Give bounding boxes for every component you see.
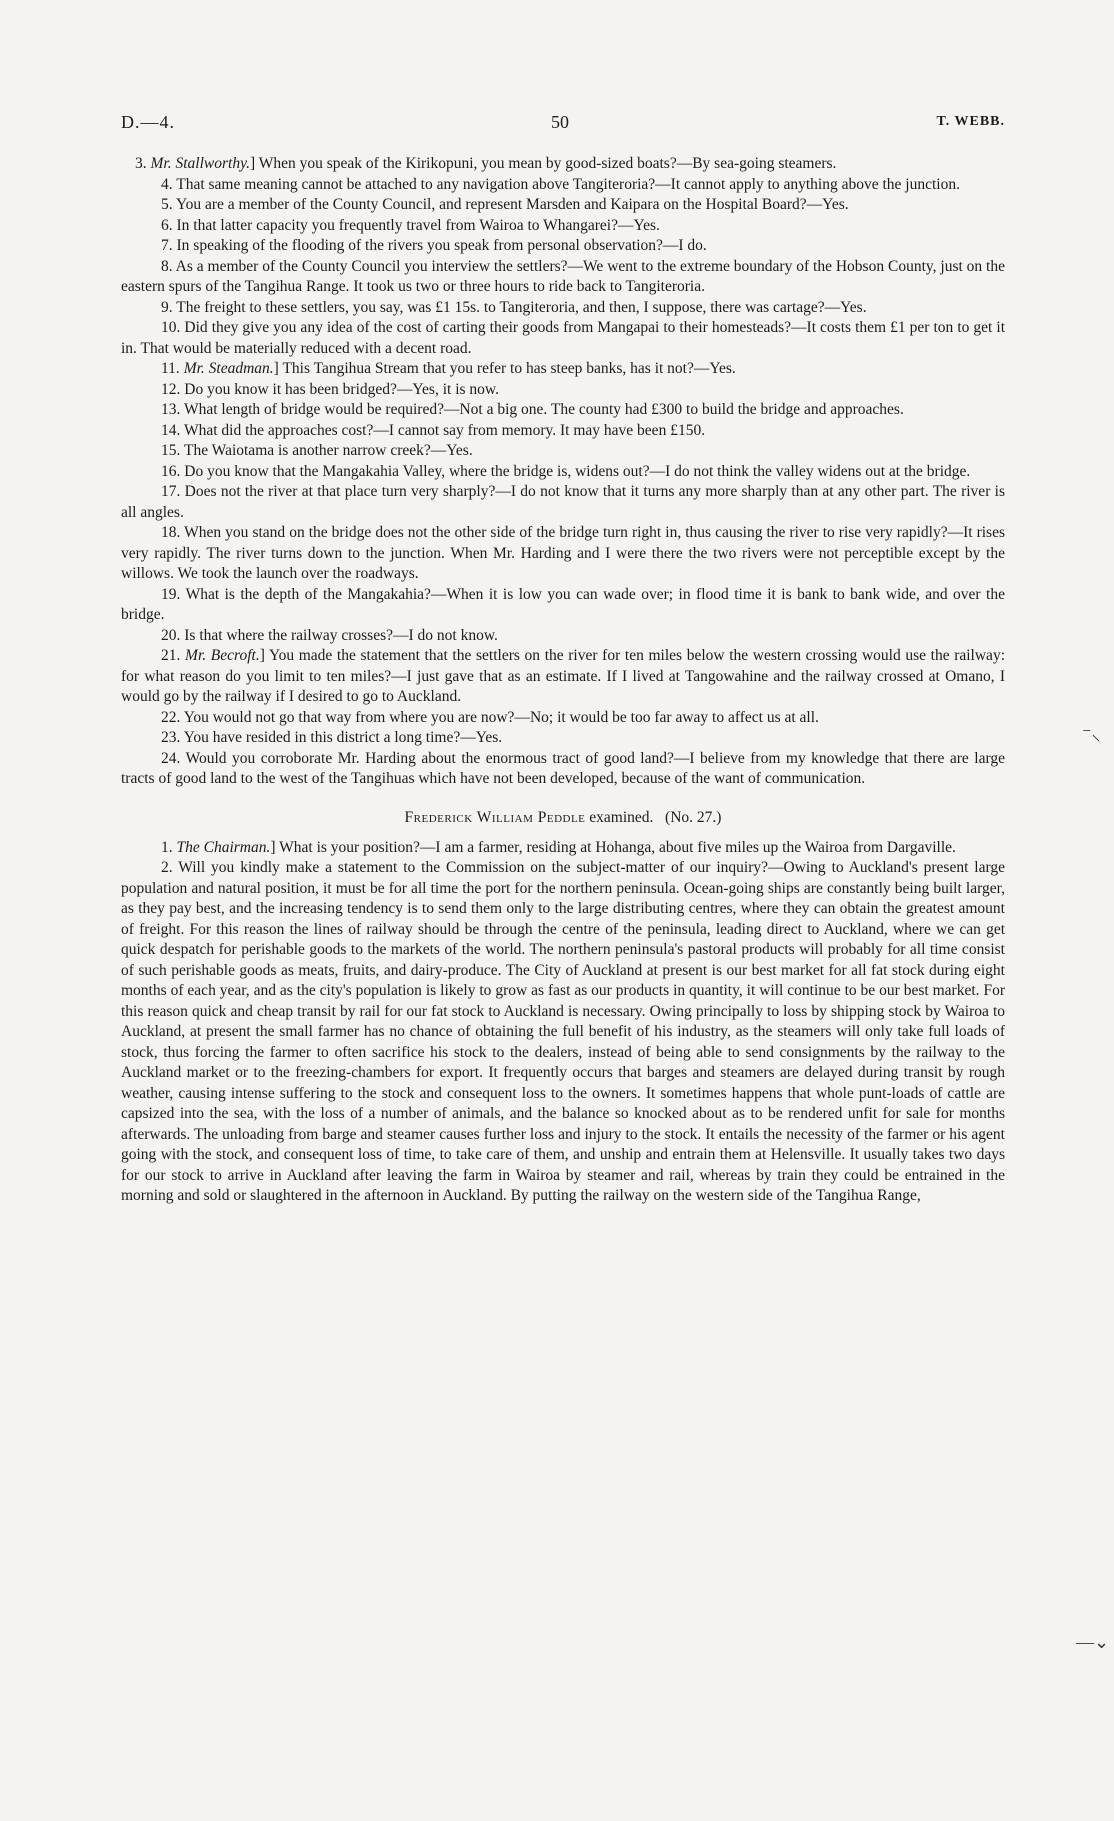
question-text: Did they give you any idea of the cost of carting their goods from Mangapai to their homesteads?—It costs them £1 per ton to get it in. That would be materially reduced with a decent road. bbox=[121, 319, 1005, 357]
speaker-name: Mr. Steadman. bbox=[183, 360, 274, 377]
question-text: You have resided in this district a long time?—Yes. bbox=[183, 729, 503, 746]
question-text: You would not go that way from where you are now?—No; it would be too far away to affect us at all. bbox=[183, 708, 819, 726]
question-answer-paragraph bbox=[121, 216, 1005, 237]
witness-name: Frederick William Peddle bbox=[404, 808, 586, 826]
question-text: You made the statement that the settlers on the river for ten miles below the western crossing would use the railway: for what reason do you limit to ten miles?—I just gave that as an estimate. If I lived at Tangowahine and the railway crossed at Omano, I would go by the railway if I desired to go to Auckland. bbox=[121, 647, 1005, 705]
witness-heading bbox=[121, 808, 1005, 828]
question-answer-paragraph bbox=[121, 400, 1005, 421]
question-number: 19. bbox=[161, 585, 181, 603]
question-number: 22. bbox=[161, 708, 181, 726]
question-text: The freight to these settlers, you say, was £1 15s. to Tangiteroria, and then, I suppose, there was cartage?—Yes. bbox=[176, 298, 867, 316]
question-text: Will you kindly make a statement to the Commission on the subject-matter of our inquiry?—Owing to Auckland's present large population and natural position, it must be for all time the port for the northern peninsula. Ocean-going ships are constantly being built larger, as they pay best, and the increasing tendency is to send them only to the large distributing centres, where they can obtain the greatest amount of freight. For this reason the lines of railway should be through the centre of the peninsula, leading direct to Auckland, where we can get quick despatch for perishable goods to the markets of the world. The northern peninsula's pastoral products will probably for all time consist of such perishable goods as meats, fruits, and dairy-produce. The City of Auckland at present is our best market for all fat stock during eight months of each year, and as the city's population is likely to grow as fast as our products in quantity, it will continue to be our best market. For this reason quick and cheap transit by rail for our fat stock to Auckland is necessary. Owing principally to loss by shipping stock by Wairoa to Auckland, at present the small farmer has no chance of obtaining the full benefit of his industry, as the steamers will only take full loads of stock, thus forcing the farmer to often sacrifice his stock to the dealers, instead of being able to send consignments by the railway to the Auckland market or to the freezing-chambers for export. It frequently occurs that barges and steamers are delayed during transit by rough weather, causing intense suffering to the stock and consequent loss to the owners. It sometimes happens that whole punt-loads of cattle are capsized into the sea, with the loss of a number of animals, and the balance so knocked about as to be rendered unfit for sale for months afterwards. The unloading from barge and steamer causes further loss and injury to the stock. It entails the necessity of the farmer or his agent going with the stock, and consequent loss of time, to take care of them, and unship and entrain them at Helensville. It usually takes two days for our stock to arrive in Auckland after leaving the farm in Wairoa by steamer and rail, whereas by train they could be entrained in the morning and sold or slaughtered in the afternoon in Auckland. By putting the railway on the western side of the Tangihua Range, bbox=[121, 859, 1005, 1204]
document-body bbox=[121, 154, 1005, 1207]
question-answer-paragraph bbox=[121, 858, 1005, 1207]
speaker-name: Mr. Becroft. bbox=[185, 647, 260, 664]
question-answer-paragraph bbox=[121, 585, 1005, 626]
question-answer-paragraph bbox=[121, 236, 1005, 257]
question-answer-paragraph bbox=[121, 175, 1005, 196]
question-number: 23. bbox=[161, 729, 181, 746]
question-answer-paragraph: 21. Mr. Becroft.] You made the statement that the settlers on the river for ten miles below the western crossing would use the railway: for what reason do you limit to ten miles?—I just gave that as an estimate. If I lived at Tangowahine and the railway crossed at Omano, I would go by the railway if I desired to go to Auckland. bbox=[121, 647, 1005, 705]
question-number: 17. bbox=[161, 483, 181, 500]
question-text: In speaking of the flooding of the rivers you speak from personal observation?—I do. bbox=[176, 237, 707, 254]
question-number: 9. bbox=[161, 298, 173, 316]
question-answer-paragraph bbox=[121, 626, 1005, 647]
question-text: The Waiotama is another narrow creek?—Yes. bbox=[183, 442, 473, 459]
question-text: What length of bridge would be required?—Not a big one. The county had £300 to build the bridge and approaches. bbox=[183, 401, 904, 418]
speaker-name: Mr. Stallworthy. bbox=[150, 155, 250, 172]
question-number: 16. bbox=[161, 462, 181, 480]
question-number: 24. bbox=[161, 749, 181, 767]
question-text: You are a member of the County Council, and represent Marsden and Kaipara on the Hospital Board?—Yes. bbox=[175, 196, 849, 213]
question-text: In that latter capacity you frequently travel from Wairoa to Whangarei?—Yes. bbox=[176, 216, 660, 234]
question-answer-paragraph bbox=[121, 257, 1005, 298]
question-number: 14. bbox=[161, 421, 181, 439]
question-text: That same meaning cannot be attached to any navigation above Tangiteroria?—It cannot apply to anything above the junction. bbox=[176, 175, 960, 193]
question-number: 1. bbox=[161, 838, 173, 856]
question-number: 4. bbox=[161, 175, 173, 193]
question-answer-paragraph: 3. Mr. Stallworthy.] When you speak of the Kirikopuni, you mean by good-sized boats?—By sea-going steamers. bbox=[135, 155, 837, 172]
question-text: Is that where the railway crosses?—I do not know. bbox=[184, 626, 498, 644]
witness-number: (No. 27.) bbox=[665, 808, 722, 826]
question-answer-paragraph bbox=[121, 380, 1005, 401]
question-answer-paragraph bbox=[121, 708, 1005, 729]
question-number: 20. bbox=[161, 626, 181, 644]
question-answer-paragraph: 1. The Chairman.] What is your position?—I am a farmer, residing at Hohanga, about five miles up the Wairoa from Dargaville. bbox=[161, 838, 956, 856]
question-number: 15. bbox=[161, 442, 181, 459]
question-text: Does not the river at that place turn very sharply?—I do not know that it turns any more sharply than at any other part. The river is all angles. bbox=[121, 483, 1005, 521]
question-text: What is the depth of the Mangakahia?—When it is low you can wade over; in flood time it is bank to bank wide, and over the bridge. bbox=[121, 585, 1005, 623]
question-answer-paragraph bbox=[121, 298, 1005, 319]
question-number: 13. bbox=[161, 401, 181, 418]
question-text: Would you corroborate Mr. Harding about the enormous tract of good land?—I believe from my knowledge that there are large tracts of good land to the west of the Tangihuas which have not been developed, because of the want of communication. bbox=[121, 749, 1005, 787]
question-number: 12. bbox=[161, 380, 181, 398]
question-number: 11. bbox=[161, 360, 180, 377]
margin-mark: ⁻⸜ bbox=[1082, 724, 1101, 744]
question-text: What did the approaches cost?—I cannot say from memory. It may have been £150. bbox=[183, 421, 706, 439]
question-answer-paragraph bbox=[121, 749, 1005, 790]
testimony-block-peddle bbox=[121, 838, 1005, 1207]
question-number: 6. bbox=[161, 216, 173, 234]
question-answer-paragraph bbox=[121, 482, 1005, 523]
question-text: Do you know it has been bridged?—Yes, it is now. bbox=[184, 380, 499, 398]
question-number: 2. bbox=[161, 859, 173, 876]
question-number: 10. bbox=[161, 319, 181, 336]
question-answer-paragraph bbox=[121, 195, 1005, 216]
question-text: Do you know that the Mangakahia Valley, where the bridge is, widens out?—I do not think the valley widens out at the bridge. bbox=[184, 462, 971, 480]
question-number: 21. bbox=[161, 647, 181, 664]
question-answer-paragraph bbox=[121, 441, 1005, 462]
page-header bbox=[121, 112, 1005, 140]
question-number: 18. bbox=[161, 524, 181, 541]
question-number: 3. bbox=[135, 155, 147, 172]
testimony-block-webb bbox=[121, 154, 1005, 790]
witness-name-header: T. WEBB. bbox=[936, 114, 1005, 129]
question-text: When you speak of the Kirikopuni, you mean by good-sized boats?—By sea-going steamers. bbox=[258, 155, 837, 172]
question-text: This Tangihua Stream that you refer to has steep banks, has it not?—Yes. bbox=[282, 360, 736, 377]
question-text: When you stand on the bridge does not the other side of the bridge turn right in, thus causing the river to rise very rapidly?—It rises very rapidly. The river turns down to the junction. When Mr. Harding and I were there the two rivers were not perceptible except by the willows. We took the launch over the roadways. bbox=[121, 524, 1005, 582]
question-answer-paragraph bbox=[121, 421, 1005, 442]
margin-mark: —⌄ bbox=[1076, 1632, 1110, 1652]
question-text: As a member of the County Council you interview the settlers?—We went to the extreme boundary of the Hobson County, just on the eastern spurs of the Tangihua Range. It took us two or three hours to ride back to Tangiteroria. bbox=[121, 257, 1005, 295]
question-number: 8. bbox=[161, 257, 173, 275]
question-answer-paragraph bbox=[121, 462, 1005, 483]
question-answer-paragraph bbox=[121, 523, 1005, 585]
question-number: 7. bbox=[161, 237, 173, 254]
document-reference: D.—4. bbox=[121, 112, 175, 132]
question-answer-paragraph bbox=[121, 318, 1005, 359]
question-number: 5. bbox=[161, 196, 173, 213]
question-text: What is your position?—I am a farmer, residing at Hohanga, about five miles up the Wairoa from Dargaville. bbox=[279, 838, 956, 856]
question-answer-paragraph: 11. Mr. Steadman.] This Tangihua Stream that you refer to has steep banks, has it not?—Yes. bbox=[161, 360, 736, 377]
question-answer-paragraph bbox=[121, 728, 1005, 749]
page-number: 50 bbox=[551, 112, 569, 132]
document-page bbox=[121, 112, 1005, 1207]
speaker-name: The Chairman. bbox=[176, 838, 271, 856]
witness-examined-label: examined. bbox=[589, 808, 654, 826]
